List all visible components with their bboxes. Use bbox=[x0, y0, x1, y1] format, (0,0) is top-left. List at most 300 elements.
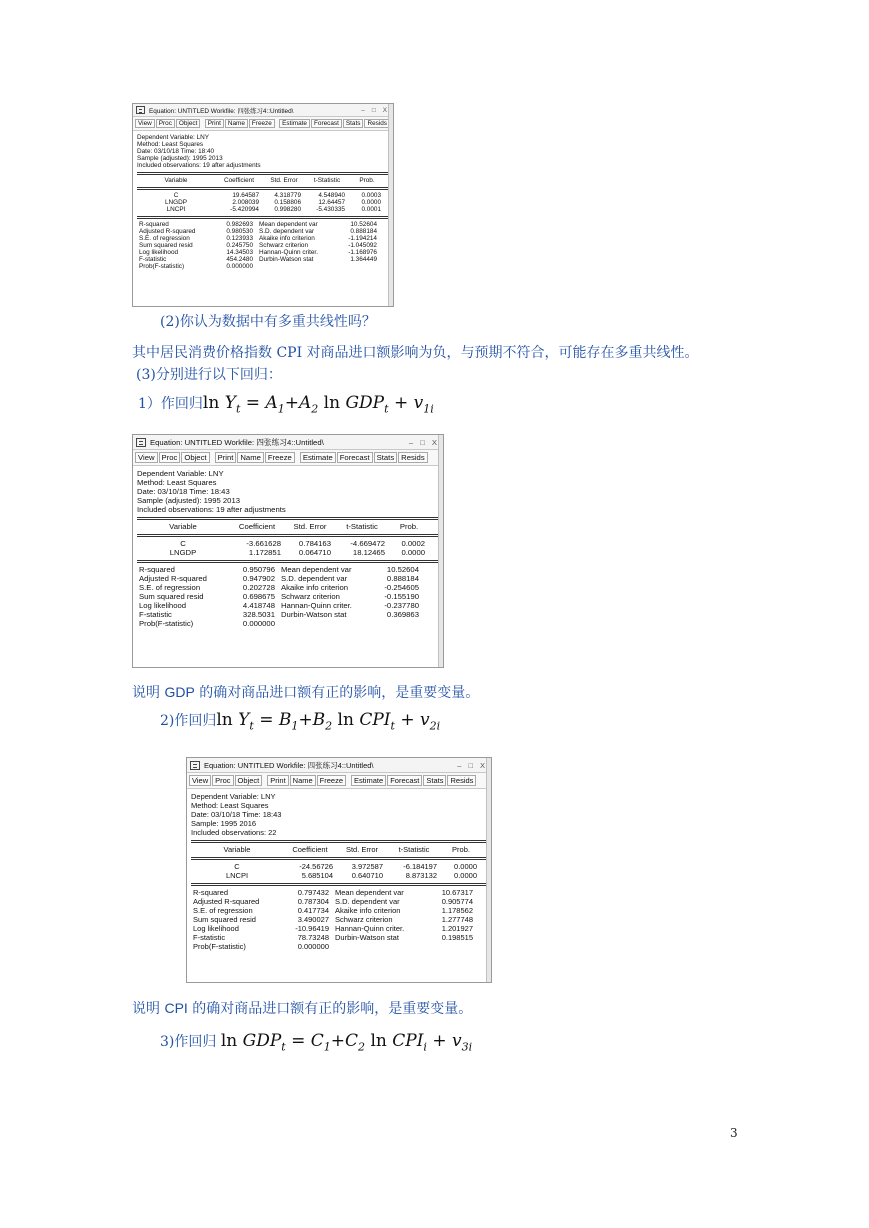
eq-ln: ln bbox=[337, 710, 354, 730]
stats-row bbox=[137, 601, 439, 610]
stat-value: 0.982693 bbox=[226, 221, 253, 228]
coef-value: 0.0000 bbox=[454, 871, 477, 880]
stats-row bbox=[137, 592, 439, 601]
coef-value: 0.064710 bbox=[298, 548, 331, 557]
coef-value: 0.0000 bbox=[361, 199, 381, 206]
stat-value: -1.045092 bbox=[348, 242, 377, 249]
header-line: Included observations: 19 after adjustments bbox=[137, 162, 261, 169]
stat-value: 10.52604 bbox=[350, 221, 377, 228]
stats-row bbox=[191, 915, 487, 924]
coef-value: 0.0002 bbox=[401, 539, 425, 548]
coef-value: 1.172851 bbox=[248, 548, 281, 557]
stats-table bbox=[191, 888, 487, 951]
eq-ln: ln bbox=[202, 393, 220, 413]
stat-value: 0.245750 bbox=[226, 242, 253, 249]
stat-label: Prob(F-statistic) bbox=[139, 619, 194, 628]
window-titlebar[interactable] bbox=[133, 435, 443, 450]
stat-label: Akaike info criterion bbox=[335, 906, 401, 915]
eq-coef-2: C bbox=[345, 1031, 359, 1051]
coef-column-headers bbox=[191, 845, 487, 854]
eq-error: v bbox=[413, 393, 424, 413]
eq-plus: + bbox=[432, 1031, 447, 1051]
eq-coef-2-sub: 2 bbox=[358, 1040, 366, 1054]
stat-label: Prob(F-statistic) bbox=[139, 263, 185, 270]
eq-plus: + bbox=[298, 710, 313, 730]
toolbar-button-print[interactable]: Print bbox=[267, 775, 288, 786]
stats-row bbox=[137, 574, 439, 583]
stats-row bbox=[137, 228, 389, 235]
coef-table bbox=[191, 862, 487, 880]
stat-label: Log likelihood bbox=[193, 924, 239, 933]
stat-value: 0.947902 bbox=[242, 574, 275, 583]
coef-value: -4.669472 bbox=[350, 539, 385, 548]
eq-dependent-sub: t bbox=[235, 402, 241, 416]
stat-value: 0.980530 bbox=[226, 228, 253, 235]
coef-value: 0.998280 bbox=[274, 206, 301, 213]
toolbar-button-forecast[interactable]: Forecast bbox=[387, 775, 422, 786]
stat-value: 0.000000 bbox=[242, 619, 275, 628]
header-line: Method: Least Squares bbox=[137, 478, 217, 487]
header-line: Dependent Variable: LNY bbox=[137, 469, 224, 478]
variable-name: C bbox=[234, 862, 240, 871]
conclusion-2-pre: 说明 bbox=[132, 1001, 165, 1017]
equation-header bbox=[137, 134, 389, 169]
stat-label: Log likelihood bbox=[139, 601, 187, 610]
coef-value: -6.184197 bbox=[403, 862, 437, 871]
toolbar-button-resids[interactable]: Resids bbox=[398, 452, 428, 463]
stat-label: Schwarz criterion bbox=[259, 242, 309, 249]
eq-regressor: CPI bbox=[359, 710, 391, 730]
eq-dependent: GDP bbox=[242, 1031, 282, 1051]
variable-name: C bbox=[180, 539, 186, 548]
toolbar-button-stats[interactable]: Stats bbox=[374, 452, 398, 463]
header-line: Date: 03/10/18 Time: 18:43 bbox=[137, 487, 230, 496]
eq-coef-1: B bbox=[278, 710, 292, 730]
window-titlebar[interactable] bbox=[133, 104, 393, 117]
menu-icon[interactable] bbox=[136, 438, 146, 447]
stat-label: Durbin-Watson stat bbox=[281, 610, 347, 619]
maximize-icon[interactable]: □ bbox=[371, 106, 376, 114]
vertical-scrollbar[interactable] bbox=[438, 435, 443, 667]
column-header: Coefficient bbox=[292, 845, 328, 854]
stat-value: 0.950796 bbox=[242, 565, 275, 574]
eq-plus: + bbox=[400, 710, 415, 730]
stats-row bbox=[191, 897, 487, 906]
stat-value: 0.698675 bbox=[242, 592, 275, 601]
vertical-scrollbar[interactable] bbox=[486, 758, 491, 982]
stat-label: Hannan-Quinn criter. bbox=[281, 601, 352, 610]
eq-equals: = bbox=[259, 710, 274, 730]
variable-name: LNCPI bbox=[166, 206, 186, 213]
stat-label: F-statistic bbox=[193, 933, 226, 942]
stat-value: 1.364449 bbox=[350, 256, 377, 263]
menu-icon[interactable] bbox=[136, 106, 145, 114]
eq-regressor-sub: t bbox=[390, 719, 395, 733]
stat-value: 0.123933 bbox=[226, 235, 253, 242]
stats-row bbox=[191, 888, 487, 897]
window-toolbar bbox=[133, 450, 443, 466]
question-2: (2)你认为数据中有多重共线性吗？ bbox=[160, 314, 376, 330]
toolbar-button-freeze[interactable]: Freeze bbox=[317, 775, 346, 786]
header-line: Included observations: 19 after adjustments bbox=[137, 505, 286, 514]
stat-value: -0.237780 bbox=[384, 601, 419, 610]
close-icon[interactable]: X bbox=[431, 437, 437, 447]
stat-label: S.D. dependent var bbox=[281, 574, 348, 583]
stats-row bbox=[137, 242, 389, 249]
stat-value: 14.34503 bbox=[226, 249, 253, 256]
eq-coef-1-sub: 1 bbox=[291, 719, 299, 733]
toolbar-button-view[interactable]: View bbox=[189, 775, 211, 786]
column-header: t-Statistic bbox=[346, 522, 378, 531]
eq-error-sub: 2i bbox=[429, 719, 441, 733]
window-titlebar[interactable] bbox=[187, 758, 491, 773]
stat-value: 328.5031 bbox=[242, 610, 275, 619]
stat-value: 0.888184 bbox=[350, 228, 377, 235]
vertical-scrollbar[interactable] bbox=[388, 104, 393, 306]
eq-equals: = bbox=[245, 393, 261, 413]
toolbar-button-proc[interactable]: Proc bbox=[156, 119, 175, 128]
stat-value: -0.254605 bbox=[384, 583, 419, 592]
eq-equals: = bbox=[291, 1031, 306, 1051]
coef-value: 3.972587 bbox=[351, 862, 383, 871]
toolbar-button-print[interactable]: Print bbox=[205, 119, 224, 128]
stats-row bbox=[137, 565, 439, 574]
stats-row bbox=[137, 263, 389, 270]
coef-column-headers bbox=[137, 177, 389, 184]
column-header: Std. Error bbox=[345, 845, 379, 854]
toolbar-button-forecast[interactable]: Forecast bbox=[311, 119, 342, 128]
column-header: Variable bbox=[169, 522, 197, 531]
stat-value: 0.797432 bbox=[297, 888, 329, 897]
stat-label: Akaike info criterion bbox=[281, 583, 349, 592]
stat-label: R-squared bbox=[139, 565, 175, 574]
stats-row bbox=[191, 933, 487, 942]
coef-value: -5.430335 bbox=[316, 206, 345, 213]
stat-label: Mean dependent var bbox=[281, 565, 352, 574]
stat-label: F-statistic bbox=[139, 610, 172, 619]
stat-value: 0.000000 bbox=[297, 942, 329, 951]
eq-coef-1: A bbox=[265, 393, 278, 413]
stat-label: Durbin-Watson stat bbox=[335, 933, 399, 942]
regression-3-label: 3)作回归 bbox=[160, 1034, 221, 1050]
equation-1 bbox=[202, 393, 434, 416]
stat-label: Hannan-Quinn criter. bbox=[259, 249, 318, 256]
question-3: (3)分别进行以下回归： bbox=[136, 367, 282, 383]
eviews-window-2 bbox=[132, 434, 444, 668]
column-header: Prob. bbox=[452, 845, 470, 854]
column-header: Variable bbox=[223, 845, 251, 854]
stat-label: Log likelihood bbox=[139, 249, 179, 256]
eq-coef-2: B bbox=[312, 710, 326, 730]
equation-header bbox=[137, 469, 439, 514]
stat-value: 454.2480 bbox=[226, 256, 253, 263]
stat-label bbox=[279, 619, 379, 628]
stat-label: Prob(F-statistic) bbox=[193, 942, 246, 951]
toolbar-button-object[interactable]: Object bbox=[181, 452, 209, 463]
toolbar-button-name[interactable]: Name bbox=[290, 775, 316, 786]
conclusion-2-post: 的确对商品进口额有正的影响，是重要变量。 bbox=[187, 1001, 473, 1017]
toolbar-button-view[interactable]: View bbox=[135, 119, 155, 128]
stat-label: Adjusted R-squared bbox=[193, 897, 260, 906]
toolbar-button-stats[interactable]: Stats bbox=[343, 119, 364, 128]
maximize-icon[interactable]: □ bbox=[420, 437, 425, 447]
equation-2 bbox=[216, 710, 441, 733]
window-title: Equation: UNTITLED Workfile: 四张练习4::Untitled\ bbox=[150, 437, 324, 447]
column-header: Prob. bbox=[399, 522, 419, 531]
window-title: Equation: UNTITLED Workfile: 四张练习4::Untitled\ bbox=[149, 107, 294, 115]
toolbar-button-stats[interactable]: Stats bbox=[423, 775, 446, 786]
coef-table bbox=[137, 192, 389, 213]
column-header: Coefficient bbox=[223, 177, 255, 184]
toolbar-button-view[interactable]: View bbox=[135, 452, 158, 463]
coef-value: 4.548940 bbox=[318, 192, 345, 199]
stat-value: 0.787304 bbox=[297, 897, 329, 906]
stat-value: 1.201927 bbox=[441, 924, 473, 933]
eq-ln: ln bbox=[220, 1031, 238, 1051]
toolbar-button-resids[interactable]: Resids bbox=[447, 775, 476, 786]
eq-regressor-sub: t bbox=[384, 402, 389, 416]
coef-value: 5.685104 bbox=[301, 871, 333, 880]
header-line: Included observations: 22 bbox=[191, 828, 277, 837]
coef-value: 12.64457 bbox=[318, 199, 345, 206]
stat-label: S.E. of regression bbox=[193, 906, 253, 915]
toolbar-button-object[interactable]: Object bbox=[235, 775, 263, 786]
coef-row bbox=[191, 871, 487, 880]
toolbar-button-estimate[interactable]: Estimate bbox=[351, 775, 386, 786]
header-line: Sample (adjusted): 1995 2013 bbox=[137, 155, 223, 162]
toolbar-button-estimate[interactable]: Estimate bbox=[279, 119, 310, 128]
eq-dependent: Y bbox=[238, 710, 250, 730]
variable-name: LNGDP bbox=[169, 548, 197, 557]
eq-error: v bbox=[452, 1031, 462, 1051]
stat-label: Durbin-Watson stat bbox=[259, 256, 314, 263]
coef-value: -3.661628 bbox=[246, 539, 281, 548]
conclusion-1-pre: 说明 bbox=[132, 685, 165, 701]
coef-row bbox=[137, 548, 439, 557]
coef-value: 2.008039 bbox=[232, 199, 259, 206]
toolbar-button-estimate[interactable]: Estimate bbox=[300, 452, 336, 463]
eq-regressor: GDP bbox=[345, 393, 385, 413]
coef-table bbox=[137, 539, 439, 557]
eq-plus: + bbox=[393, 393, 409, 413]
eq-coef-1: C bbox=[310, 1031, 324, 1051]
stat-value bbox=[341, 263, 381, 270]
stat-value: 0.888184 bbox=[386, 574, 419, 583]
stats-table bbox=[137, 565, 439, 628]
stat-label: S.D. dependent var bbox=[335, 897, 400, 906]
stat-value: 0.000000 bbox=[226, 263, 253, 270]
page-number: 3 bbox=[730, 1126, 738, 1140]
toolbar-button-name[interactable]: Name bbox=[225, 119, 248, 128]
stat-value: 10.52604 bbox=[386, 565, 419, 574]
stat-label: Adjusted R-squared bbox=[139, 574, 207, 583]
eq-coef-2: A bbox=[298, 393, 312, 413]
stat-label: Schwarz criterion bbox=[335, 915, 393, 924]
equation-3 bbox=[220, 1031, 473, 1054]
column-header: Std. Error bbox=[270, 177, 298, 184]
column-header: t-Statistic bbox=[398, 845, 430, 854]
toolbar-button-proc[interactable]: Proc bbox=[159, 452, 181, 463]
conclusion-1-post: 的确对商品进口额有正的影响，是重要变量。 bbox=[194, 685, 480, 701]
conclusion-2-var: CPI bbox=[164, 1000, 188, 1016]
stat-value bbox=[433, 942, 477, 951]
stat-label bbox=[333, 942, 433, 951]
header-line: Date: 03/10/18 Time: 18:43 bbox=[191, 810, 282, 819]
stat-label: Mean dependent var bbox=[335, 888, 404, 897]
stat-value: 0.417734 bbox=[297, 906, 329, 915]
coef-column-headers bbox=[137, 522, 439, 531]
maximize-icon[interactable]: □ bbox=[468, 760, 473, 770]
toolbar-button-print[interactable]: Print bbox=[215, 452, 237, 463]
eq-plus: + bbox=[284, 393, 299, 413]
eq-regressor: CPI bbox=[392, 1031, 424, 1051]
column-header: Prob. bbox=[359, 177, 375, 184]
stat-label: S.D. dependent var bbox=[259, 228, 315, 235]
toolbar-button-object[interactable]: Object bbox=[176, 119, 200, 128]
conclusion-1-var: GDP bbox=[164, 684, 195, 700]
coef-value: 0.158806 bbox=[274, 199, 301, 206]
coef-row bbox=[137, 192, 389, 199]
header-line: Dependent Variable: LNY bbox=[137, 134, 210, 141]
stats-row bbox=[191, 924, 487, 933]
stat-value: -10.96419 bbox=[295, 924, 329, 933]
eq-regressor-sub: i bbox=[423, 1040, 427, 1054]
coef-value: 19.64587 bbox=[232, 192, 259, 199]
column-header: t-Statistic bbox=[313, 177, 341, 184]
eq-plus: + bbox=[330, 1031, 346, 1051]
minimize-icon[interactable]: – bbox=[408, 437, 414, 447]
toolbar-button-name[interactable]: Name bbox=[237, 452, 264, 463]
column-header: Std. Error bbox=[293, 522, 327, 531]
coef-value: 0.0003 bbox=[361, 192, 381, 199]
header-line: Dependent Variable: LNY bbox=[191, 792, 276, 801]
stat-value: -0.155190 bbox=[384, 592, 419, 601]
answer-2: 其中居民消费价格指数 CPI 对商品进口额影响为负，与预期不符合，可能存在多重共线性。 bbox=[132, 345, 699, 361]
eq-dependent-sub: t bbox=[281, 1040, 286, 1054]
stat-label: Akaike info criterion bbox=[259, 235, 315, 242]
eq-error-sub: 3i bbox=[461, 1040, 473, 1054]
coef-row bbox=[137, 539, 439, 548]
toolbar-button-resids[interactable]: Resids bbox=[364, 119, 390, 128]
eviews-window-1 bbox=[132, 103, 394, 307]
stat-label: S.E. of regression bbox=[139, 583, 201, 592]
stat-label: Sum squared resid bbox=[139, 592, 204, 601]
minimize-icon[interactable]: – bbox=[361, 106, 365, 114]
eq-coef-1-sub: 1 bbox=[323, 1040, 331, 1054]
stat-value: -1.194214 bbox=[348, 235, 377, 242]
column-header: Coefficient bbox=[238, 522, 276, 531]
header-line: Sample: 1995 2016 bbox=[191, 819, 257, 828]
stat-value: 1.277748 bbox=[441, 915, 473, 924]
stats-row bbox=[137, 221, 389, 228]
equation-header bbox=[191, 792, 487, 837]
eq-ln: ln bbox=[370, 1031, 387, 1051]
menu-icon[interactable] bbox=[190, 761, 200, 770]
stat-label bbox=[257, 263, 341, 270]
toolbar-button-freeze[interactable]: Freeze bbox=[265, 452, 295, 463]
column-header: Variable bbox=[164, 177, 188, 184]
toolbar-button-forecast[interactable]: Forecast bbox=[337, 452, 373, 463]
close-icon[interactable]: X bbox=[479, 760, 485, 770]
stat-value: 1.178562 bbox=[441, 906, 473, 915]
toolbar-button-freeze[interactable]: Freeze bbox=[249, 119, 275, 128]
eq-ln: ln bbox=[323, 393, 341, 413]
variable-name: LNGDP bbox=[164, 199, 188, 206]
header-line: Method: Least Squares bbox=[191, 801, 269, 810]
stat-value: 4.418748 bbox=[242, 601, 275, 610]
regression-2-label: 2)作回归 bbox=[160, 713, 217, 729]
stat-label: S.E. of regression bbox=[139, 235, 190, 242]
stat-value bbox=[379, 619, 423, 628]
eq-dependent-sub: t bbox=[249, 719, 254, 733]
stats-row bbox=[191, 942, 487, 951]
coef-value: -5.420994 bbox=[230, 206, 259, 213]
stats-row bbox=[137, 619, 439, 628]
stats-row bbox=[137, 610, 439, 619]
stat-value: 10.67317 bbox=[441, 888, 473, 897]
stat-label: R-squared bbox=[193, 888, 229, 897]
stat-label: Adjusted R-squared bbox=[139, 228, 196, 235]
stat-value: 0.202728 bbox=[242, 583, 275, 592]
stat-value: 0.905774 bbox=[441, 897, 473, 906]
coef-value: 0.784163 bbox=[298, 539, 331, 548]
coef-value: 0.640710 bbox=[351, 871, 383, 880]
variable-name: C bbox=[173, 192, 179, 199]
stat-label: Mean dependent var bbox=[259, 221, 318, 228]
header-line: Method: Least Squares bbox=[137, 141, 204, 148]
close-icon[interactable]: X bbox=[382, 106, 387, 114]
window-toolbar bbox=[133, 117, 393, 131]
stats-row bbox=[137, 249, 389, 256]
coef-row bbox=[137, 206, 389, 213]
stat-label: Hannan-Quinn criter. bbox=[335, 924, 405, 933]
variable-name: LNCPI bbox=[225, 871, 249, 880]
header-line: Date: 03/10/18 Time: 18:40 bbox=[137, 148, 215, 155]
stats-row bbox=[191, 906, 487, 915]
stat-value: 0.369863 bbox=[386, 610, 419, 619]
stats-table bbox=[137, 221, 389, 270]
regression-1-label: 1）作回归 bbox=[138, 396, 203, 412]
eq-error-sub: 1i bbox=[423, 402, 434, 416]
eq-dependent: Y bbox=[224, 393, 236, 413]
stat-value: 0.198515 bbox=[441, 933, 473, 942]
minimize-icon[interactable]: – bbox=[457, 760, 462, 770]
stat-value: -1.168976 bbox=[348, 249, 377, 256]
eq-error: v bbox=[420, 710, 430, 730]
eq-coef-2-sub: 2 bbox=[325, 719, 333, 733]
coef-value: 0.0000 bbox=[454, 862, 477, 871]
window-title: Equation: UNTITLED Workfile: 四张练习4::Untitled\ bbox=[204, 760, 374, 770]
coef-value: 8.873132 bbox=[405, 871, 437, 880]
eq-coef-2-sub: 2 bbox=[311, 402, 319, 416]
stat-label: R-squared bbox=[139, 221, 169, 228]
eq-coef-1-sub: 1 bbox=[277, 402, 285, 416]
stats-row bbox=[137, 235, 389, 242]
stat-label: Sum squared resid bbox=[139, 242, 193, 249]
stats-row bbox=[137, 583, 439, 592]
header-line: Sample (adjusted): 1995 2013 bbox=[137, 496, 240, 505]
coef-row bbox=[137, 199, 389, 206]
stat-value: 3.490027 bbox=[297, 915, 329, 924]
stat-label: F-statistic bbox=[139, 256, 167, 263]
coef-value: 0.0000 bbox=[401, 548, 425, 557]
stats-row bbox=[137, 256, 389, 263]
stat-label: Schwarz criterion bbox=[281, 592, 340, 601]
coef-value: -24.56726 bbox=[299, 862, 333, 871]
toolbar-button-proc[interactable]: Proc bbox=[212, 775, 233, 786]
stat-label: Sum squared resid bbox=[193, 915, 256, 924]
eviews-window-3 bbox=[186, 757, 492, 983]
